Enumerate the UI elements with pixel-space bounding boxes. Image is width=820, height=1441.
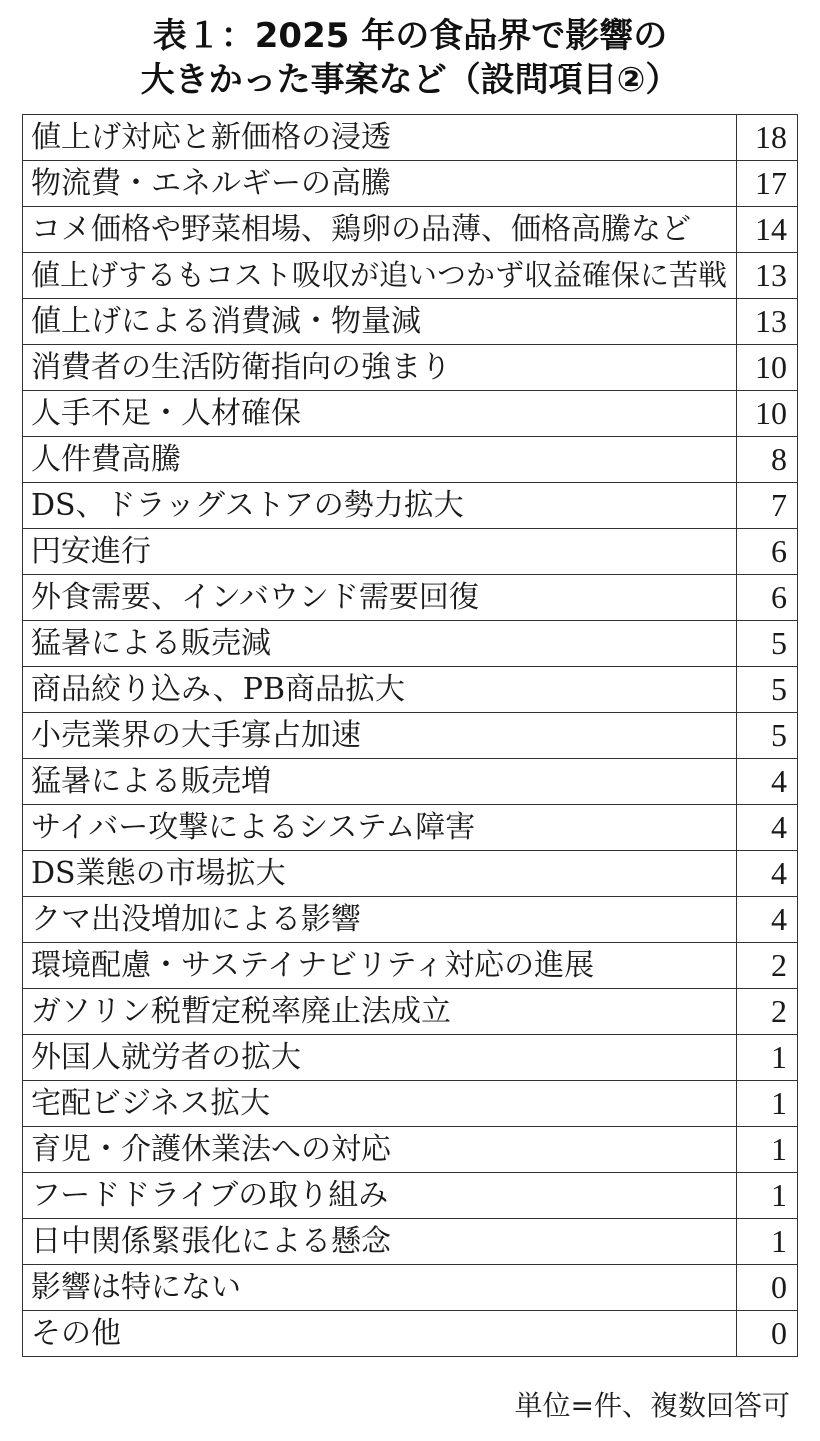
table-row [23,713,798,759]
table-row [23,621,798,667]
row-count: 0 [736,1265,797,1311]
row-count: 0 [736,1311,797,1357]
table-row [23,345,798,391]
row-label: 日中関係緊張化による懸念 [23,1219,737,1265]
row-label: 商品絞り込み、PB商品拡大 [23,667,737,713]
row-label: 物流費・エネルギーの高騰 [23,161,737,207]
row-label: 外食需要、インバウンド需要回復 [23,575,737,621]
row-count: 4 [736,897,797,943]
table-row [23,1219,798,1265]
row-count: 6 [736,529,797,575]
table-row [23,483,798,529]
row-label: 小売業界の大手寡占加速 [23,713,737,759]
row-count: 1 [736,1219,797,1265]
row-label: クマ出没増加による影響 [23,897,737,943]
row-label: DS業態の市場拡大 [23,851,737,897]
row-count: 14 [736,207,797,253]
row-label: コメ価格や野菜相場、鶏卵の品薄、価格高騰など [23,207,737,253]
table-row [23,943,798,989]
row-count: 5 [736,621,797,667]
unit-note: 単位=件、複数回答可 [514,1389,790,1422]
table-row [23,759,798,805]
title-line-1: 表１：2025 年の食品界で影響の [152,16,668,56]
row-label: 育児・介護休業法への対応 [23,1127,737,1173]
table-row [23,253,798,299]
table-row [23,1265,798,1311]
table-row [23,1035,798,1081]
table-row [23,529,798,575]
table-row [23,989,798,1035]
table-row [23,115,798,161]
row-label: 値上げによる消費減・物量減 [23,299,737,345]
row-label: 値上げするもコスト吸収が追いつかず収益確保に苦戦 [23,253,737,299]
row-count: 10 [736,391,797,437]
table-row [23,897,798,943]
table-row [23,851,798,897]
table-row [23,207,798,253]
row-count: 1 [736,1173,797,1219]
row-label: サイバー攻撃によるシステム障害 [23,805,737,851]
row-count: 1 [736,1035,797,1081]
table-row [23,805,798,851]
row-count: 1 [736,1081,797,1127]
row-label: フードドライブの取り組み [23,1173,737,1219]
row-count: 8 [736,437,797,483]
row-count: 6 [736,575,797,621]
row-label: 宅配ビジネス拡大 [23,1081,737,1127]
table-row [23,1127,798,1173]
row-label: 猛暑による販売減 [23,621,737,667]
row-count: 2 [736,943,797,989]
row-label: DS、ドラッグストアの勢力拡大 [23,483,737,529]
row-label: 環境配慮・サステイナビリティ対応の進展 [23,943,737,989]
row-count: 13 [736,299,797,345]
row-label: その他 [23,1311,737,1357]
table-row [23,1081,798,1127]
table-row [23,391,798,437]
row-label: 人手不足・人材確保 [23,391,737,437]
table-row [23,299,798,345]
table-title [0,14,820,102]
row-count: 13 [736,253,797,299]
row-label: ガソリン税暫定税率廃止法成立 [23,989,737,1035]
row-count: 4 [736,805,797,851]
table-row [23,1311,798,1357]
row-label: 猛暑による販売増 [23,759,737,805]
table-row [23,161,798,207]
row-count: 10 [736,345,797,391]
row-label: 円安進行 [23,529,737,575]
data-table [22,114,798,1357]
row-count: 7 [736,483,797,529]
row-count: 4 [736,759,797,805]
row-count: 2 [736,989,797,1035]
row-count: 18 [736,115,797,161]
title-line-2: 大きかった事案など（設問項目②） [140,60,680,100]
table-row [23,1173,798,1219]
row-label: 外国人就労者の拡大 [23,1035,737,1081]
row-count: 1 [736,1127,797,1173]
row-label: 消費者の生活防衛指向の強まり [23,345,737,391]
table-row [23,667,798,713]
table-row [23,575,798,621]
row-label: 値上げ対応と新価格の浸透 [23,115,737,161]
row-count: 17 [736,161,797,207]
row-label: 影響は特にない [23,1265,737,1311]
row-count: 5 [736,667,797,713]
table-row [23,437,798,483]
row-count: 4 [736,851,797,897]
table-body [23,115,798,1357]
row-count: 5 [736,713,797,759]
row-label: 人件費高騰 [23,437,737,483]
